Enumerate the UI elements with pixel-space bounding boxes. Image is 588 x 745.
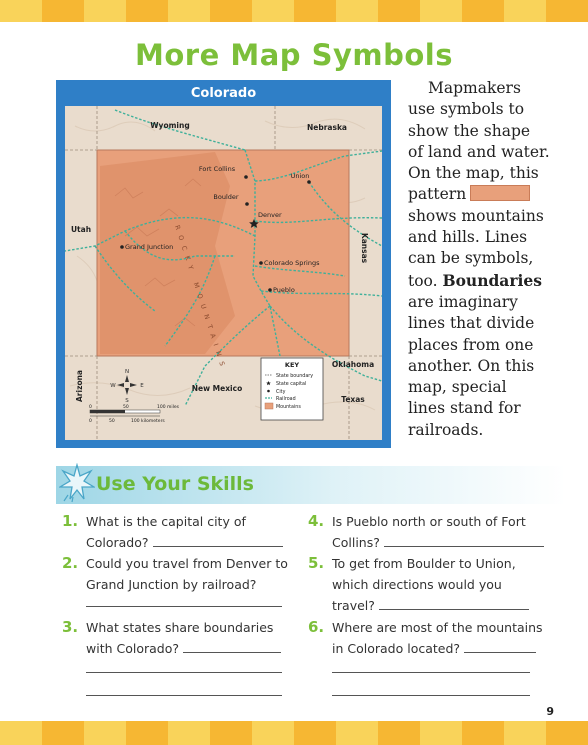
page-title: More Map Symbols [134, 38, 454, 72]
svg-text:N: N [124, 369, 130, 375]
state-wyoming: Wyoming [150, 121, 190, 130]
answer-line[interactable] [464, 639, 536, 653]
svg-text:100 kilometers: 100 kilometers [131, 419, 165, 424]
answer-line[interactable] [183, 639, 281, 653]
key-state-capital: State capital [276, 382, 307, 387]
svg-text:50: 50 [109, 419, 115, 424]
use-your-skills-banner [56, 466, 566, 504]
state-nebraska: Nebraska [306, 123, 348, 132]
answer-line-6b[interactable] [332, 695, 530, 696]
svg-text:W: W [110, 383, 116, 389]
key-title: KEY [284, 361, 300, 369]
state-new-mexico: New Mexico [191, 384, 243, 393]
answer-line[interactable] [153, 533, 283, 547]
city-fort-collins: Fort Collins [198, 165, 236, 173]
svg-text:S: S [125, 398, 129, 404]
answer-line-2[interactable] [86, 606, 282, 607]
svg-text:0: 0 [89, 405, 92, 410]
top-border-stripe [0, 0, 588, 22]
answer-line-6a[interactable] [332, 672, 530, 673]
key-state-boundary: State boundary [276, 374, 314, 379]
map-canvas [65, 106, 382, 440]
svg-text:100 miles: 100 miles [157, 405, 180, 410]
answer-line[interactable] [379, 596, 529, 610]
page-number: 9 [546, 705, 554, 718]
svg-text:0: 0 [89, 419, 92, 424]
state-kansas: Kansas [360, 232, 369, 264]
colorado-map [56, 80, 391, 448]
state-texas: Texas [341, 395, 365, 404]
key-mountains: Mountains [276, 405, 301, 410]
city-grand-junction: Grand Junction [125, 243, 174, 251]
boundaries-term: Boundaries [442, 270, 542, 290]
answer-line[interactable] [384, 533, 544, 547]
city-union: Union [290, 172, 310, 180]
skills-heading: Use Your Skills [96, 473, 254, 495]
svg-text:50: 50 [123, 405, 129, 410]
state-arizona: Arizona [75, 370, 84, 402]
key-railroad: Railroad [276, 397, 296, 402]
svg-text:E: E [140, 383, 144, 389]
bottom-border-stripe [0, 721, 588, 745]
key-city: City [276, 390, 286, 395]
intro-paragraph: Mapmakers use symbols to show the shape of land and water. On the map, this pattern shows mountains and hills. Lines can be symbols, too. Boundaries are imaginary lines that divide places from one another. On this map, special lines stand for railroads. [408, 79, 550, 439]
answer-line-3a[interactable] [86, 672, 282, 673]
city-boulder: Boulder [213, 193, 239, 201]
answer-line-3b[interactable] [86, 695, 282, 696]
mountain-pattern-swatch [470, 185, 530, 201]
city-colorado-springs: Colorado Springs [264, 259, 320, 267]
map-key [261, 358, 323, 420]
starburst-icon [59, 463, 95, 503]
state-oklahoma: Oklahoma [331, 360, 375, 369]
map-title: Colorado [190, 86, 257, 101]
state-utah: Utah [70, 225, 92, 234]
city-denver: Denver [258, 211, 282, 219]
rocky-mountains-label: ROCKY MOUNTAINS [173, 224, 229, 373]
city-pueblo: Pueblo [273, 286, 295, 294]
